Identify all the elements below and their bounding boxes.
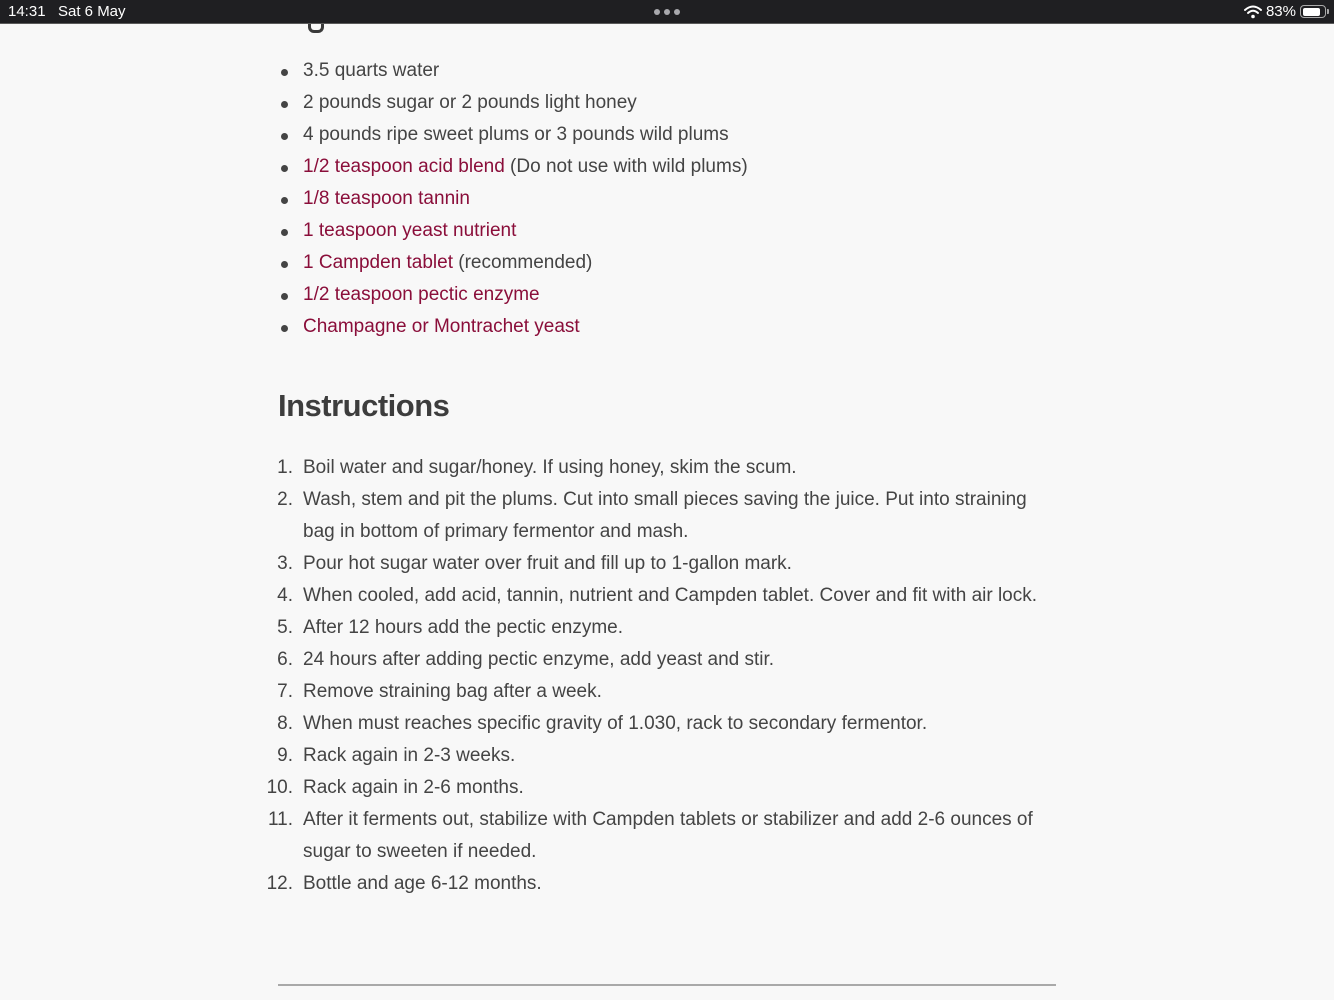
step-number: 7.	[277, 681, 293, 702]
ingredient-item	[303, 311, 1063, 343]
step-text: When cooled, add acid, tannin, nutrient and Campden tablet. Cover and fit with air lock.	[303, 585, 1038, 606]
battery-icon	[1300, 5, 1326, 18]
step-number: 11.	[267, 809, 293, 830]
instructions-heading: Instructions	[278, 388, 450, 423]
ingredient-text: (Do not use with wild plums)	[504, 156, 748, 177]
instruction-step	[267, 804, 1063, 868]
ingredient-text: (recommended)	[453, 252, 593, 273]
step-number: 9.	[277, 745, 293, 766]
step-number: 10.	[266, 777, 293, 798]
step-number: 3.	[277, 553, 293, 574]
step-text: After it ferments out, stabilize with Campden tablets or stabilizer and add 2-6 ounces of sugar to sweeten if needed.	[303, 809, 1033, 862]
ingredient-link[interactable]: 1/2 teaspoon pectic enzyme	[303, 284, 540, 305]
step-number: 6.	[277, 649, 293, 670]
section-divider	[278, 984, 1056, 986]
multitasking-dots-icon[interactable]	[654, 9, 680, 15]
instruction-step	[266, 772, 1063, 804]
step-text: When must reaches specific gravity of 1.030, rack to secondary fermentor.	[303, 713, 928, 734]
step-text: Pour hot sugar water over fruit and fill up to 1-gallon mark.	[303, 553, 792, 574]
step-text: Rack again in 2-3 weeks.	[303, 745, 516, 766]
instructions-list	[266, 452, 1063, 900]
instruction-step	[277, 612, 1063, 644]
ingredient-text: 2 pounds sugar or 2 pounds light honey	[303, 92, 637, 113]
instruction-step	[277, 740, 1063, 772]
step-number: 12.	[266, 873, 293, 894]
battery-level-fill	[1303, 8, 1320, 16]
step-text: Wash, stem and pit the plums. Cut into small pieces saving the juice. Put into straining bag in bottom of primary fermentor and mash.	[303, 489, 1027, 542]
ingredients-list	[278, 55, 1063, 343]
instruction-step	[277, 644, 1063, 676]
ingredient-item	[303, 183, 1063, 215]
status-bar	[0, 0, 1334, 24]
instruction-step	[277, 548, 1063, 580]
step-number: 4.	[277, 585, 293, 606]
instruction-step	[277, 452, 1063, 484]
ingredient-item	[303, 87, 1063, 119]
ingredient-item	[303, 279, 1063, 311]
step-text: 24 hours after adding pectic enzyme, add yeast and stir.	[303, 649, 775, 670]
ingredient-link[interactable]: 1/2 teaspoon acid blend	[303, 156, 505, 177]
step-number: 2.	[277, 489, 293, 510]
instruction-step	[277, 484, 1063, 548]
status-date: Sat 6 May	[58, 3, 126, 20]
step-text: Rack again in 2-6 months.	[303, 777, 524, 798]
instruction-step	[277, 676, 1063, 708]
instruction-step	[277, 708, 1063, 740]
ingredient-link[interactable]: 1/8 teaspoon tannin	[303, 188, 470, 209]
ingredient-link[interactable]: Champagne or Montrachet yeast	[303, 316, 580, 337]
ingredient-item	[303, 119, 1063, 151]
step-number: 5.	[277, 617, 293, 638]
step-text: Boil water and sugar/honey. If using honey, skim the scum.	[303, 457, 797, 478]
battery-percent: 83%	[1265, 3, 1296, 20]
ingredient-link[interactable]: 1 teaspoon yeast nutrient	[303, 220, 517, 241]
step-text: Remove straining bag after a week.	[303, 681, 602, 702]
status-time: 14:31	[8, 3, 46, 20]
step-text: Bottle and age 6-12 months.	[303, 873, 542, 894]
wifi-icon	[1244, 5, 1262, 19]
ingredient-item	[303, 151, 1063, 183]
ingredient-link[interactable]: 1 Campden tablet	[303, 252, 453, 273]
status-indicators	[1244, 3, 1326, 20]
ingredient-text: 4 pounds ripe sweet plums or 3 pounds wild plums	[303, 124, 729, 145]
step-number: 8.	[277, 713, 293, 734]
ingredient-item	[303, 55, 1063, 87]
ingredient-item	[303, 247, 1063, 279]
step-number: 1.	[277, 457, 293, 478]
ingredient-text: 3.5 quarts water	[303, 60, 440, 81]
step-text: After 12 hours add the pectic enzyme.	[303, 617, 624, 638]
ingredient-item	[303, 215, 1063, 247]
instruction-step	[266, 868, 1063, 900]
instruction-step	[277, 580, 1063, 612]
cropped-heading-glyph	[308, 24, 324, 33]
